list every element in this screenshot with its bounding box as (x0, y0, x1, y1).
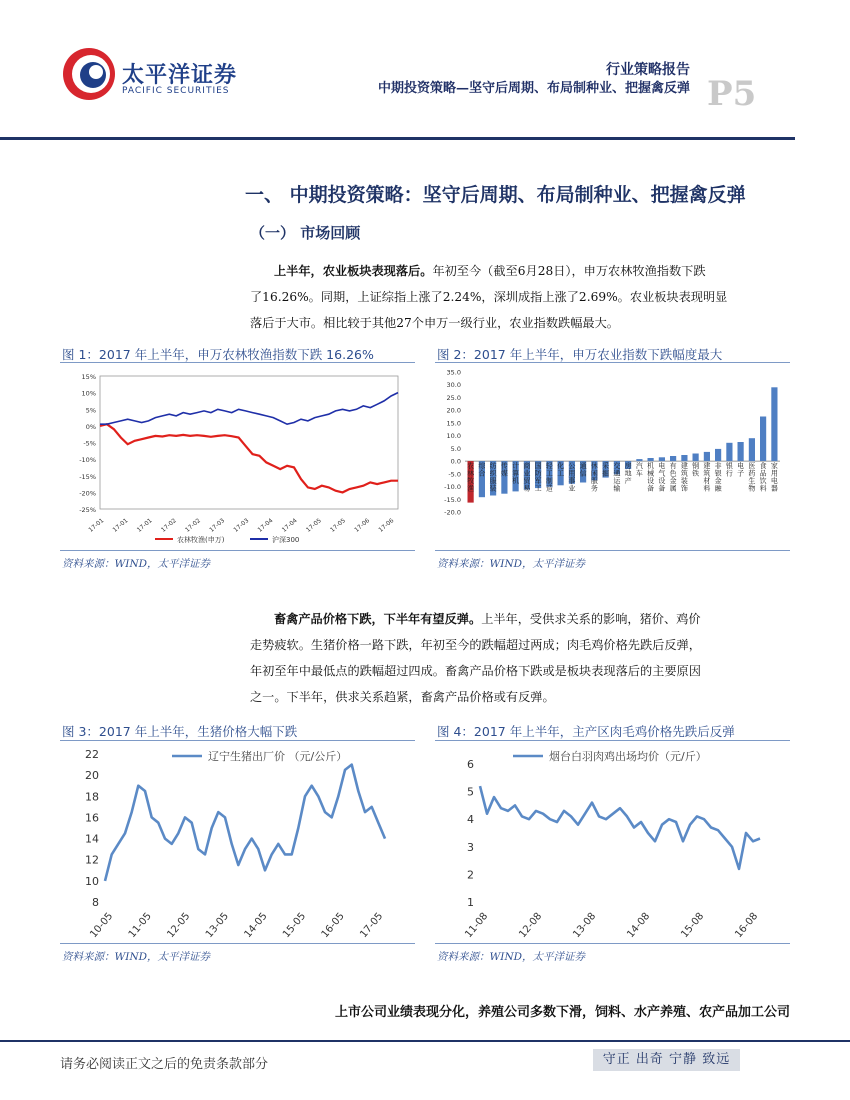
y-tick-label: 4 (467, 813, 474, 827)
y-tick-label: 20.0 (446, 406, 461, 415)
paragraph-market-review (250, 258, 790, 336)
category-label: 纺织服装 (489, 462, 497, 493)
footer-divider (0, 1040, 850, 1042)
x-tick-label: 16-08 (733, 910, 761, 941)
bar-机械设备 (648, 458, 654, 461)
paragraph-text: 落后于大市。相比较于其他27个申万一级行业，农业指数跌幅最大。 (250, 316, 619, 330)
paragraph-lead: 畜禽产品价格下跌，下半年有望反弹。 (274, 612, 482, 626)
figure-1-chart (60, 364, 415, 549)
category-label: 公用事业 (568, 462, 576, 493)
figure-4-bottom-rule (435, 943, 790, 944)
x-tick-label: 17-05 (358, 910, 386, 941)
category-label: 家用电器 (770, 462, 778, 493)
y-tick-label: -25% (79, 506, 96, 514)
legend-label: 辽宁生猪出厂价 （元/公斤） (208, 750, 348, 763)
category-label: 银行 (725, 462, 733, 478)
category-label: 化工 (557, 462, 565, 478)
series-line (105, 765, 385, 881)
y-tick-label: 10% (81, 389, 96, 398)
y-tick-label: 8 (92, 896, 99, 909)
category-label: 电子 (737, 462, 745, 478)
series-line-agriculture (100, 424, 398, 492)
x-tick-label: 17-05 (304, 517, 323, 534)
y-tick-label: 6 (467, 758, 474, 771)
category-label: 机械设备 (647, 462, 655, 493)
x-tick-label: 12-08 (517, 910, 545, 941)
figure-2-title: 图 2：2017 年上半年，申万农业指数下跌幅度最大 (437, 347, 723, 362)
paragraph-text: 走势疲软。生猪价格一路下跌，年初至今的跌幅超过两成；肉毛鸡价格先跌后反弹， (250, 638, 701, 652)
x-tick-label: 15-05 (281, 910, 309, 941)
legend-label: 农林牧渔(申万) (177, 536, 225, 544)
y-tick-label: -15.0 (444, 495, 461, 504)
y-tick-label: 3 (467, 840, 474, 854)
y-tick-label: 5% (85, 406, 96, 415)
figure-2-top-rule (435, 362, 790, 363)
category-label: 医药生物 (748, 462, 756, 493)
paragraph-lead: 上半年，农业板块表现落后。 (274, 264, 433, 278)
y-tick-label: 0.0 (450, 457, 461, 466)
y-tick-label: 15.0 (446, 419, 461, 428)
category-label: 食品饮料 (759, 462, 767, 493)
category-label: 通信 (579, 462, 587, 478)
bar-电子 (738, 442, 744, 461)
category-label: 汽车 (635, 462, 643, 478)
brand-name-cn: 太平洋证券 (122, 63, 238, 88)
x-tick-label: 16-05 (319, 910, 347, 941)
figure-1-bottom-rule (60, 550, 415, 551)
bar-医药生物 (749, 438, 755, 461)
category-label: 交通运输 (613, 462, 621, 493)
y-tick-label: -15% (79, 472, 96, 481)
category-label: 农林牧渔 (467, 462, 475, 493)
y-tick-label: 20 (85, 769, 99, 783)
figure-2-chart (435, 364, 790, 549)
bar-电气设备 (659, 457, 665, 461)
y-tick-label: 5.0 (450, 444, 461, 453)
section-heading: 一、 中期投资策略：坚守后周期、布局制种业、把握禽反弹 (245, 184, 746, 206)
x-tick-label: 14-08 (625, 910, 653, 941)
x-tick-label: 17-02 (184, 517, 202, 534)
y-tick-label: 30.0 (446, 381, 461, 390)
y-tick-label: 22 (85, 748, 99, 761)
paragraph-text: 了16.26%。同期，上证综指上涨了2.24%，深圳成指上涨了2.69%。农业板块表现明显 (250, 290, 728, 304)
figure-4-top-rule (435, 740, 790, 741)
figure-4-source: 资料来源：WIND，太平洋证券 (437, 951, 586, 963)
x-tick-label: 14-05 (242, 910, 270, 941)
x-tick-label: 13-08 (571, 910, 599, 941)
header-divider (0, 137, 795, 140)
brand-name-en: PACIFIC SECURITIES (122, 86, 230, 96)
x-tick-label: 10-05 (88, 910, 116, 941)
figure-2-source: 资料来源：WIND，太平洋证券 (437, 558, 586, 570)
paragraph-livestock (250, 606, 790, 710)
page-number: P5 (707, 74, 757, 114)
x-tick-label: 17-03 (208, 517, 227, 534)
bar-建筑材料 (704, 452, 710, 461)
paragraph-lead-next: 上市公司业绩表现分化，养殖公司多数下滑，饲料、水产养殖、农产品加工公司 (334, 1005, 790, 1020)
figure-3-top-rule (60, 740, 415, 741)
y-tick-label: 5 (467, 785, 474, 799)
series-line (480, 786, 760, 869)
x-tick-label: 13-05 (203, 910, 232, 941)
y-tick-label: 10.0 (446, 432, 461, 441)
legend-label: 沪深300 (272, 536, 300, 544)
x-tick-label: 11-08 (463, 910, 491, 941)
report-type: 行业策略报告 (606, 62, 690, 78)
y-tick-label: 15% (81, 373, 96, 381)
y-tick-label: -10% (79, 456, 96, 465)
x-tick-label: 17-01 (111, 517, 130, 534)
y-tick-label: -5.0 (448, 470, 461, 479)
x-tick-label: 17-06 (377, 517, 396, 534)
y-tick-label: 0% (85, 422, 96, 431)
subsection-heading: （一） 市场回顾 (250, 224, 361, 242)
bar-家用电器 (771, 387, 777, 461)
category-label: 商业贸易 (523, 462, 531, 493)
paragraph-text: 年初至年中最低点的跌幅超过四成。畜禽产品价格下跌或是板块表现落后的主要原因 (250, 664, 701, 678)
report-title: 中期投资策略—坚守后周期、布局制种业、把握禽反弹 (377, 81, 690, 96)
paragraph-text: 之一。下半年，供求关系趋紧，畜禽产品价格或有反弹。 (250, 690, 555, 704)
bar-建筑装饰 (681, 455, 687, 461)
x-tick-label: 17-04 (280, 517, 299, 534)
category-label: 采掘 (602, 462, 610, 478)
figure-3-source: 资料来源：WIND，太平洋证券 (62, 951, 211, 963)
x-tick-label: 17-01 (135, 517, 154, 534)
x-tick-label: 17-01 (87, 517, 106, 534)
bar-钢铁 (693, 454, 699, 462)
x-tick-label: 17-03 (232, 517, 251, 534)
y-tick-label: 1 (467, 896, 474, 909)
y-tick-label: -10.0 (444, 483, 461, 492)
y-tick-label: 2 (467, 868, 474, 882)
x-tick-label: 17-04 (256, 517, 275, 534)
figure-3-chart (60, 742, 415, 942)
paragraph-text: 上半年，受供求关系的影响，猪价、鸡价 (481, 612, 701, 626)
figure-1-top-rule (60, 362, 415, 363)
y-tick-label: 18 (85, 790, 99, 804)
paragraph-text: 年初至今（截至6月28日），申万农林牧渔指数下跌 (432, 264, 706, 278)
y-tick-label: -20.0 (444, 508, 461, 517)
category-label: 有色金属 (669, 462, 677, 493)
category-label: 非银金融 (714, 462, 722, 493)
figure-4-chart (435, 742, 790, 942)
bar-银行 (726, 443, 732, 461)
legend-label: 烟台白羽肉鸡出场均价（元/斤） (549, 750, 707, 763)
y-tick-label: -5% (83, 439, 96, 448)
category-label: 钢铁 (692, 462, 700, 478)
bar-汽车 (636, 459, 642, 461)
category-label: 综合 (478, 462, 486, 478)
series-line-hs300 (100, 393, 398, 425)
category-label: 休闲服务 (590, 462, 598, 493)
x-tick-label: 15-08 (679, 910, 707, 941)
y-tick-label: 14 (85, 832, 99, 846)
y-tick-label: -20% (79, 489, 96, 498)
figure-3-bottom-rule (60, 943, 415, 944)
x-tick-label: 17-05 (329, 517, 347, 534)
x-tick-label: 11-05 (126, 910, 154, 941)
y-tick-label: 35.0 (446, 368, 461, 377)
figure-1-source: 资料来源：WIND，太平洋证券 (62, 558, 211, 570)
figure-2-bottom-rule (435, 550, 790, 551)
category-label: 建筑装饰 (680, 462, 688, 493)
x-tick-label: 12-05 (165, 910, 193, 941)
category-label: 计算机 (512, 462, 520, 486)
y-tick-label: 16 (85, 811, 99, 825)
footer-motto: 守正 出奇 宁静 致远 (593, 1049, 740, 1071)
figure-4-title: 图 4：2017 年上半年，主产区肉毛鸡价格先跌后反弹 (437, 724, 735, 739)
category-label: 轻工制造 (545, 462, 553, 493)
bar-食品饮料 (760, 417, 766, 462)
footer-disclaimer: 请务必阅读正文之后的免责条款部分 (60, 1057, 269, 1072)
x-tick-label: 17-02 (159, 517, 178, 534)
category-label: 国防军工 (534, 462, 542, 493)
bar-有色金属 (670, 456, 676, 461)
category-label: 房地产 (624, 462, 632, 486)
figure-3-title: 图 3：2017 年上半年，生猪价格大幅下跌 (62, 724, 298, 739)
category-label: 建筑材料 (703, 462, 711, 493)
figure-1-title: 图 1：2017 年上半年，申万农林牧渔指数下跌 16.26% (62, 347, 374, 362)
category-label: 传媒 (500, 462, 508, 478)
x-tick-label: 17-06 (353, 517, 372, 534)
bar-非银金融 (715, 449, 721, 461)
category-label: 电气设备 (658, 462, 666, 493)
company-logo-icon (60, 45, 118, 103)
y-tick-label: 12 (85, 853, 99, 867)
y-tick-label: 10 (85, 874, 99, 888)
y-tick-label: 25.0 (446, 393, 461, 402)
